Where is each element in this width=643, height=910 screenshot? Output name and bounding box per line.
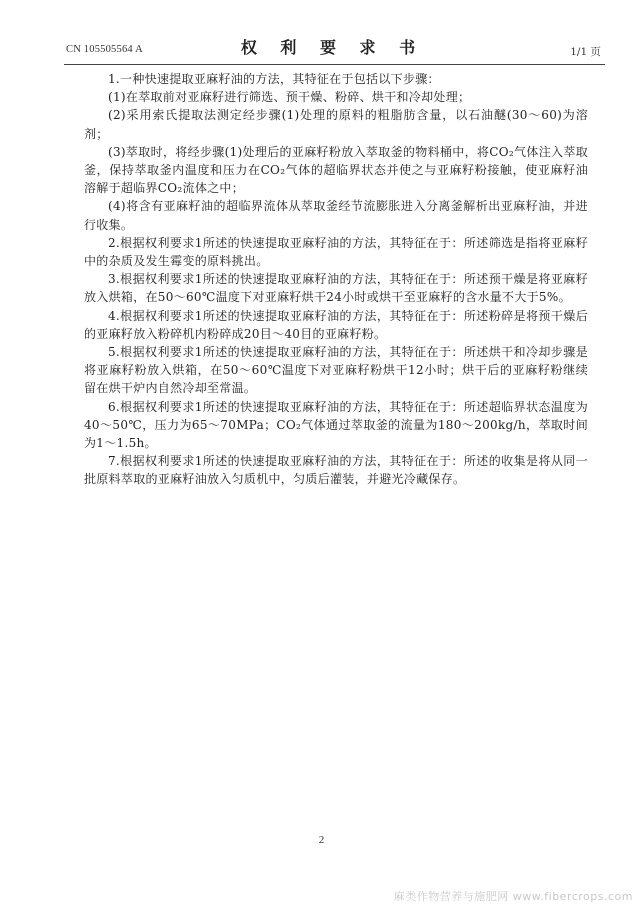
claim-6: 6.根据权利要求1所述的快速提取亚麻籽油的方法，其特征在于：所述超临界状态温度为40～50℃，压力为65～70MPa；CO₂气体通过萃取釜的流量为180～200kg/h，萃取时间为1～1.5h。 [84, 399, 588, 451]
claim-1-intro: 1.一种快速提取亚麻籽油的方法，其特征在于包括以下步骤： [108, 72, 440, 86]
document-title: 权 利 要 求 书 [240, 38, 425, 57]
claim-2: 2.根据权利要求1所述的快速提取亚麻籽油的方法，其特征在于：所述筛选是指将亚麻籽中的杂质及发生霉变的原料挑出。 [84, 235, 588, 269]
document-header [60, 28, 605, 62]
patent-number: CN 105505564 A [66, 44, 143, 55]
claim-1-step-1: (1)在萃取前对亚麻籽进行筛选、预干燥、粉碎、烘干和冷却处理； [108, 90, 471, 105]
header-rule [64, 64, 605, 65]
claim-1-step-4: (4)将含有亚麻籽油的超临界流体从萃取釜经节流膨胀进入分离釜解析出亚麻籽油，并进行收集。 [84, 199, 588, 232]
claims-body [84, 70, 588, 489]
claim-7: 7.根据权利要求1所述的快速提取亚麻籽油的方法，其特征在于：所述的收集是将从同一批原料萃取的亚麻籽油放入匀质机中，匀质后灌装，并避光冷藏保存。 [84, 454, 588, 487]
page-indicator: 1/1 页 [570, 46, 601, 58]
claim-5: 5.根据权利要求1所述的快速提取亚麻籽油的方法，其特征在于：所述烘干和冷却步骤是将亚麻籽粉放入烘箱，在50～60℃温度下对亚麻籽粉烘干12小时；烘干后的亚麻籽粉继续留在烘干炉内自然冷却至常温。 [84, 345, 588, 396]
page-number: 2 [318, 834, 325, 846]
claim-3: 3.根据权利要求1所述的快速提取亚麻籽油的方法，其特征在于：所述预干燥是将亚麻籽放入烘箱，在50～60℃温度下对亚麻籽烘干24小时或烘干至亚麻籽的含水量不大于5%。 [84, 272, 588, 305]
claim-1-step-3: (3)萃取时，将经步骤(1)处理后的亚麻籽粉放入萃取釜的物料桶中，将CO₂气体注入萃取釜，保持萃取釜内温度和压力在CO₂气体的超临界状态并使之与亚麻籽粉接触，使亚麻籽油溶解于超临界CO₂流体之中； [84, 144, 588, 196]
claim-1-step-2: (2)采用索氏提取法测定经步骤(1)处理的原料的粗脂肪含量，以石油醚(30～60)为溶剂； [84, 108, 588, 141]
watermark: 麻类作物营养与施肥网 www.fibercrops.com [393, 890, 633, 903]
claim-4: 4.根据权利要求1所述的快速提取亚麻籽油的方法，其特征在于：所述粉碎是将预干燥后的亚麻籽放入粉碎机内粉碎成20目～40目的亚麻籽粉。 [84, 308, 588, 341]
